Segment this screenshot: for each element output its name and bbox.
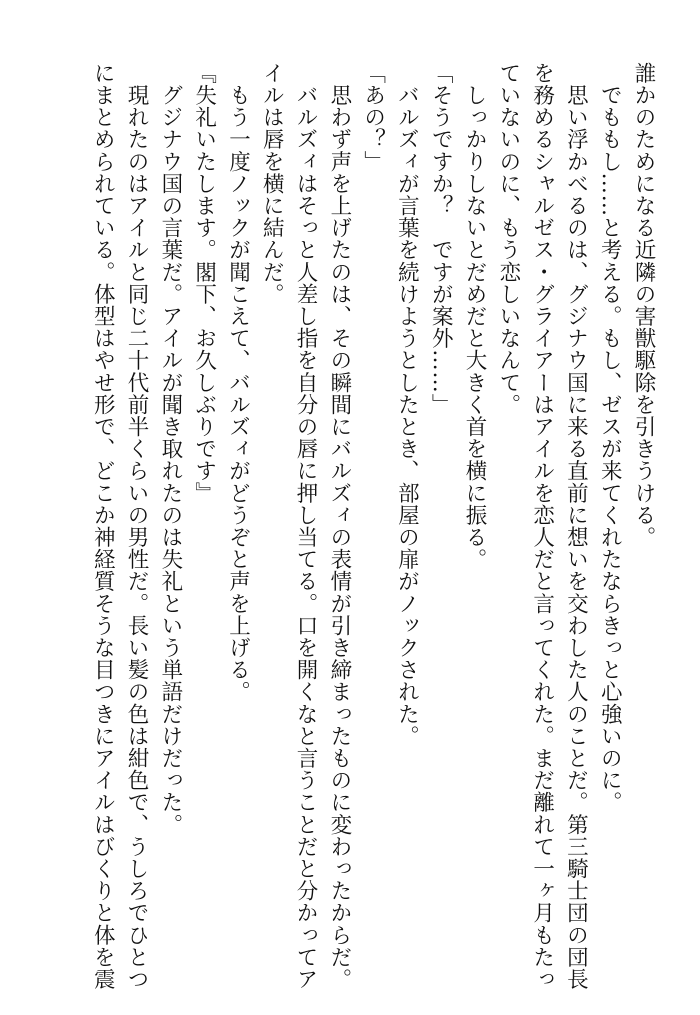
- text-line: 「あの？」: [360, 62, 386, 173]
- text-line: バルズィはそっと人差し指を自分の唇に押し当てる。口を開くなと言うことだと分かってア: [293, 62, 319, 991]
- text-line: バルズィが言葉を続けようとしたとき、部屋の扉がノックされた。: [394, 62, 420, 748]
- vertical-text-body: [85, 62, 660, 991]
- text-line: を務めるシャルゼス・グライアーはアイルを恋人だと言ってくれた。まだ離れて一ヶ月もたっ: [529, 62, 555, 991]
- text-line: 『失礼いたします。閣下、お久しぶりです』: [191, 62, 217, 504]
- text-line: もう一度ノックが聞こえて、バルズィがどうぞと声を上げる。: [225, 62, 251, 703]
- text-line: 「そうですか？ ですが案外……」: [428, 62, 454, 416]
- text-line: 現れたのはアイルと同じ二十代前半くらいの男性だ。長い髪の色は紺色で、うしろでひとつ: [124, 62, 150, 991]
- text-line: グジナウ国の言葉だ。アイルが聞き取れたのは失礼という単語だけだった。: [157, 62, 183, 836]
- text-line: 思わず声を上げたのは、その瞬間にバルズィの表情が引き締まったものに変わったからだ。: [326, 62, 352, 991]
- text-line: ていないのに、もう恋しいなんて。: [495, 62, 521, 416]
- text-line: イルは唇を横に結んだ。: [259, 62, 285, 306]
- text-line: しっかりしないとだめだと大きく首を横に振る。: [462, 62, 488, 571]
- text-line: 誰かのためになる近隣の害獣駆除を引きうける。: [631, 62, 656, 549]
- text-line: 思い浮かべるのは、グジナウ国に来る直前に想いを交わした人のことだ。第三騎士団の団長: [563, 62, 589, 991]
- text-line: でももし……と考える。もし、ゼスが来てくれたならきっと心強いのに。: [597, 62, 623, 814]
- text-line: にまとめられている。体型はやせ形で、どこか神経質そうな目つきにアイルはびくりと体を震: [90, 62, 116, 991]
